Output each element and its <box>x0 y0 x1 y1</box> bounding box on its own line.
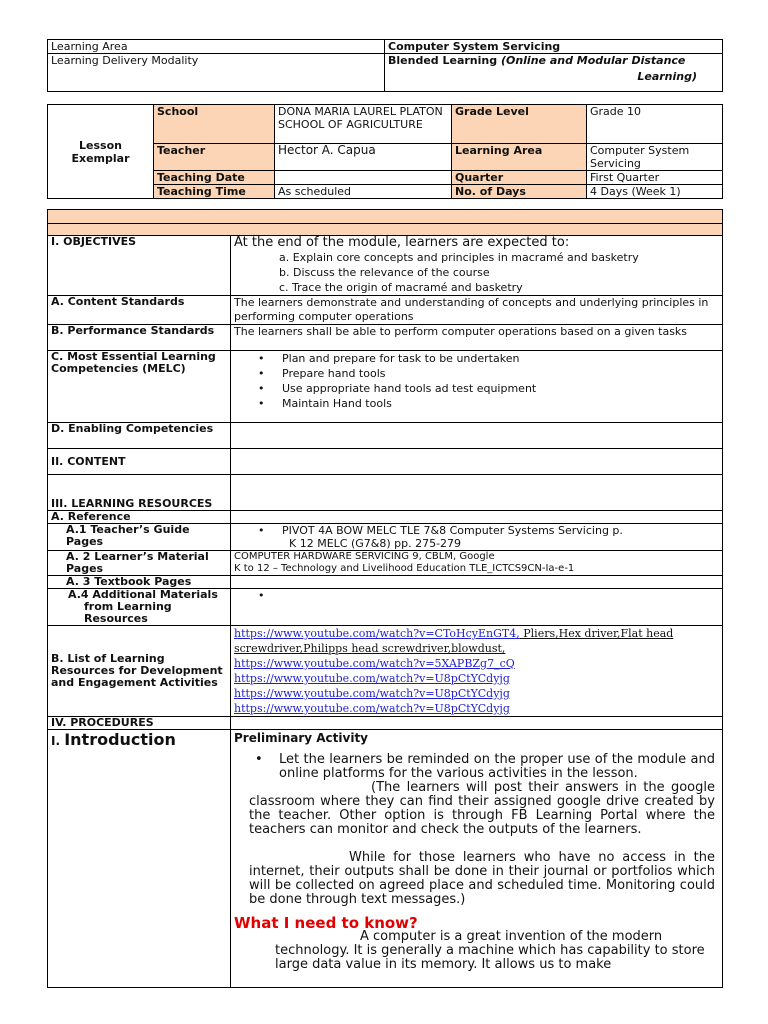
modality-value <box>385 54 723 92</box>
grade-value: Grade 10 <box>587 105 723 144</box>
lesson-label-1: Lesson <box>79 138 122 152</box>
quarter-label: Quarter <box>452 171 587 185</box>
textbook-label: A. 3 Textbook Pages <box>48 576 231 589</box>
links-cell <box>231 626 723 717</box>
reference-label: A. Reference <box>48 511 231 524</box>
lesson-label-2: Exemplar <box>71 151 130 165</box>
days-label: No. of Days <box>452 185 587 199</box>
learning-area-value-2: Computer System Servicing <box>587 144 723 171</box>
melc-item: • Maintain Hand tools <box>258 397 392 410</box>
lesson-exemplar-label <box>48 105 154 199</box>
melc-label: C. Most Essential Learning Competencies (MELC) <box>48 351 231 423</box>
learning-area-label: Learning Area <box>48 40 385 54</box>
prelim-p2: (The learners will post their answers in the google classroom where they can find their assigned google drive created by the teacher. Other option is through FB Learning Portal where the teachers can monitor and check the outputs of the learners. <box>249 780 715 837</box>
quarter-value: First Quarter <box>587 171 723 185</box>
objectives-list <box>234 250 719 295</box>
modality-italic-1: (Online and Modular Distance <box>500 54 686 67</box>
lm-value-1: COMPUTER HARDWARE SERVICING 9, CBLM, Google <box>234 551 495 562</box>
peach-band-1 <box>48 210 723 224</box>
date-label: Teaching Date <box>154 171 275 185</box>
content-standards-label: A. Content Standards <box>48 296 231 325</box>
melc-item: • Use appropriate hand tools ad test equipment <box>258 382 537 395</box>
modality-bold: Blended Learning <box>388 54 501 67</box>
time-label: Teaching Time <box>154 185 275 199</box>
resource-link[interactable]: https://www.youtube.com/watch?v=U8pCtYCdyjg <box>234 672 510 685</box>
intro-label-cell <box>48 730 231 988</box>
enabling-label: D. Enabling Competencies <box>48 423 231 449</box>
resource-link[interactable]: https://www.youtube.com/watch?v=U8pCtYCdyjg <box>234 687 510 700</box>
list-label: B. List of Learning Resources for Development and Engagement Activities <box>48 626 231 717</box>
content-label: II. CONTENT <box>48 449 231 475</box>
melc-cell <box>231 351 723 423</box>
learning-area-label-2: Learning Area <box>452 144 587 171</box>
tg-list <box>234 524 719 537</box>
need-to-know-heading: What I need to know? <box>234 914 418 932</box>
additional-cell: • <box>231 589 723 626</box>
intro-num: I. <box>51 734 65 748</box>
tg-value-2: K 12 MELC (G7&8) pp. 275-279 <box>289 537 462 550</box>
teacher-value: Hector A. Capua <box>275 144 452 171</box>
objective-item: a. Explain core concepts and principles in macramé and basketry <box>279 251 639 264</box>
prelim-p3: While for those learners who have no access in the internet, their outputs shall be done in their journal or portfolios which will be collected on agreed place and scheduled time. Monitoring could be done through text messages.) <box>249 850 715 907</box>
prelim-label: Preliminary Activity <box>234 731 368 745</box>
learning-area-value: Computer System Servicing <box>385 40 723 54</box>
days-value: 4 Days (Week 1) <box>587 185 723 199</box>
objectives-cell <box>231 236 723 296</box>
performance-value: The learners shall be able to perform computer operations based on a given tasks <box>231 325 723 351</box>
link-1-tail: Pliers,Hex driver,Flat head screwdriver,Philipps head screwdriver,blowdust, <box>234 627 674 655</box>
teacher-label: Teacher <box>154 144 275 171</box>
lm-label: A. 2 Learner’s Material Pages <box>48 551 231 576</box>
grade-label: Grade Level <box>452 105 587 144</box>
header-table <box>47 39 723 92</box>
resource-link[interactable]: https://www.youtube.com/watch?v=5XAPBZg7_cQ <box>234 657 515 670</box>
tg-item: • PIVOT 4A BOW MELC TLE 7&8 Computer Systems Servicing p. <box>258 524 623 537</box>
textbook-value <box>231 576 723 589</box>
modality-label: Learning Delivery Modality <box>48 54 385 92</box>
melc-item: • Prepare hand tools <box>258 367 386 380</box>
performance-label: B. Performance Standards <box>48 325 231 351</box>
content-standards-value: The learners demonstrate and understanding of concepts and underlying principles in performing computer operations <box>231 296 723 325</box>
lm-value-2: K to 12 – Technology and Livelihood Education TLE_ICTCS9CN-Ia-e-1 <box>234 563 575 574</box>
objectives-label: I. OBJECTIVES <box>48 236 231 296</box>
intro-content <box>231 730 723 988</box>
lm-cell <box>231 551 723 576</box>
resources-label: III. LEARNING RESOURCES <box>48 475 231 511</box>
time-value: As scheduled <box>275 185 452 199</box>
procedures-label: IV. PROCEDURES <box>48 717 231 730</box>
objective-item: c. Trace the origin of macramé and basketry <box>279 281 523 294</box>
tg-label: A.1 Teacher’s Guide Pages <box>48 524 231 551</box>
school-value: DONA MARIA LAUREL PLATON SCHOOL OF AGRICULTURE <box>275 105 452 144</box>
procedures-value <box>231 717 723 730</box>
modality-italic-2: Learning) <box>637 70 697 83</box>
tg-cell <box>231 524 723 551</box>
objectives-intro: At the end of the module, learners are expected to: <box>234 235 570 250</box>
need-p1: A computer is a great invention of the modern technology. It is generally a machine which has capability to store large data value in its memory. It allows us to make <box>275 929 705 972</box>
melc-list <box>234 351 719 411</box>
melc-item: • Plan and prepare for task to be undertaken <box>258 352 520 365</box>
date-value <box>275 171 452 185</box>
additional-label: A.4 Additional Materials from Learning Resources <box>48 589 231 626</box>
enabling-value <box>231 423 723 449</box>
content-value <box>231 449 723 475</box>
prelim-item: • Let the learners be reminded on the proper use of the module and online platforms for the various activities in the lesson. <box>255 752 715 781</box>
school-label: School <box>154 105 275 144</box>
prelim-list <box>234 753 719 781</box>
objective-item: b. Discuss the relevance of the course <box>279 266 490 279</box>
resource-link[interactable]: https://www.youtube.com/watch?v=CToHcyEnGT4, <box>234 627 520 640</box>
reference-value <box>231 511 723 524</box>
resources-value <box>231 475 723 511</box>
main-table <box>47 209 723 988</box>
lesson-table <box>47 104 723 199</box>
resource-link[interactable]: https://www.youtube.com/watch?v=U8pCtYCdyjg <box>234 702 510 715</box>
intro-label: Introduction <box>64 730 176 749</box>
peach-band-2 <box>48 224 723 236</box>
